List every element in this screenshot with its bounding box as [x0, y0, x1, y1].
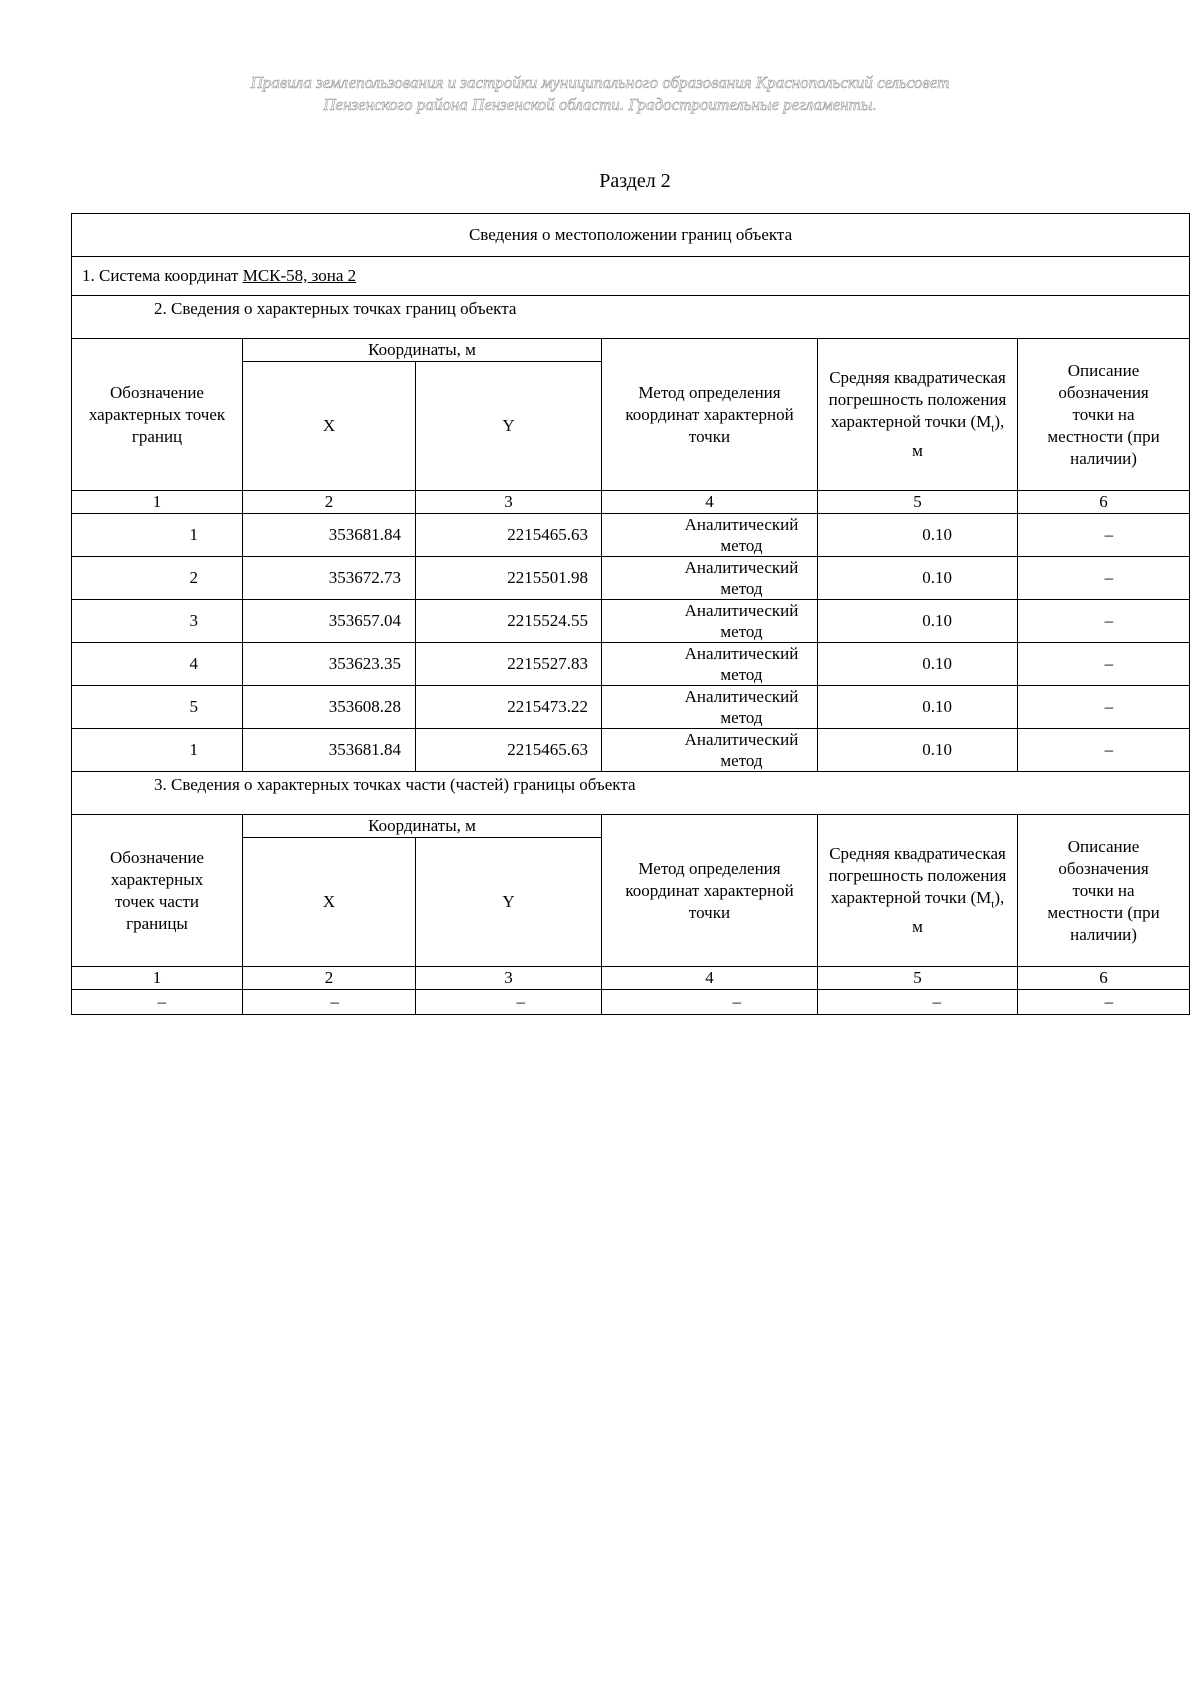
y-cell: 2215501.98: [416, 557, 602, 600]
table-title: Сведения о местоположении границ объекта: [72, 214, 1190, 257]
y-cell: 2215465.63: [416, 514, 602, 557]
accuracy-cell: 0.10: [818, 686, 1018, 729]
header-points-part: Обозначение характерных точек части границы: [72, 815, 243, 967]
y-cell: 2215465.63: [416, 729, 602, 772]
y-cell: 2215524.55: [416, 600, 602, 643]
header-accuracy: [818, 339, 1018, 491]
header-points: Обозначение характерных точек границ: [72, 339, 243, 491]
column-number: 6: [1018, 967, 1190, 990]
column-number: 4: [602, 967, 818, 990]
point-cell: 5: [72, 686, 243, 729]
column-number: 4: [602, 491, 818, 514]
header-note-line-2: Пензенского района Пензенской области. Градостроительные регламенты.: [323, 95, 877, 114]
column-number: 6: [1018, 491, 1190, 514]
header-coordinates-part: Координаты, м: [243, 815, 602, 838]
x-cell: 353672.73: [243, 557, 416, 600]
method-cell: Аналитический метод: [602, 729, 818, 772]
method-cell: Аналитический метод: [602, 643, 818, 686]
header-method: Метод определения координат характерной точки: [602, 339, 818, 491]
column-number: 5: [818, 491, 1018, 514]
accuracy-cell: 0.10: [818, 729, 1018, 772]
x-cell: 353681.84: [243, 729, 416, 772]
accuracy-cell: 0.10: [818, 514, 1018, 557]
column-number: 2: [243, 491, 416, 514]
section-3-title: 3. Сведения о характерных точках части (частей) границы объекта: [72, 772, 1190, 815]
header-y-part: Y: [416, 838, 602, 967]
table-row: [72, 729, 1190, 772]
section-2-title: 2. Сведения о характерных точках границ объекта: [72, 296, 1190, 339]
x-cell: 353608.28: [243, 686, 416, 729]
table-row: [72, 557, 1190, 600]
column-number: 1: [72, 967, 243, 990]
y-cell: 2215527.83: [416, 643, 602, 686]
point-cell: –: [72, 990, 243, 1015]
description-cell: –: [1018, 729, 1190, 772]
accuracy-cell: –: [818, 990, 1018, 1015]
description-cell: –: [1018, 557, 1190, 600]
boundary-table: [71, 213, 1190, 1015]
method-cell: Аналитический метод: [602, 686, 818, 729]
part-table-row: [72, 990, 1190, 1015]
point-cell: 1: [72, 514, 243, 557]
point-cell: 4: [72, 643, 243, 686]
coordinate-system-prefix: 1. Система координат: [82, 266, 243, 285]
header-note-line-1: Правила землепользования и застройки муниципального образования Краснопольский сельсовет: [250, 73, 950, 92]
point-cell: 2: [72, 557, 243, 600]
description-cell: –: [1018, 686, 1190, 729]
column-number: 3: [416, 967, 602, 990]
x-cell: 353623.35: [243, 643, 416, 686]
x-cell: 353657.04: [243, 600, 416, 643]
x-cell: 353681.84: [243, 514, 416, 557]
header-accuracy-tail: ), м: [912, 412, 1005, 460]
header-method-part: Метод определения координат характерной точки: [602, 815, 818, 967]
header-accuracy-text: Средняя квадратическая погрешность положения характерной точки (M: [828, 368, 1007, 432]
method-cell: Аналитический метод: [602, 514, 818, 557]
description-cell: –: [1018, 514, 1190, 557]
header-accuracy-sub: t: [991, 422, 995, 435]
header-x-part: X: [243, 838, 416, 967]
column-number: 3: [416, 491, 602, 514]
table-row: [72, 514, 1190, 557]
header-description: Описание обозначения точки на местности (при наличии): [1018, 339, 1190, 491]
table-row: [72, 600, 1190, 643]
table-row: [72, 686, 1190, 729]
coordinate-system-value: МСК-58, зона 2: [242, 266, 357, 285]
header-x: X: [243, 362, 416, 491]
header-coordinates: Координаты, м: [243, 339, 602, 362]
document-header-note: [150, 72, 1050, 116]
accuracy-cell: 0.10: [818, 643, 1018, 686]
column-number: 2: [243, 967, 416, 990]
header-description-part: Описание обозначения точки на местности (при наличии): [1018, 815, 1190, 967]
column-number: 1: [72, 491, 243, 514]
description-cell: –: [1018, 643, 1190, 686]
x-cell: –: [243, 990, 416, 1015]
accuracy-cell: 0.10: [818, 600, 1018, 643]
header-accuracy-part: [818, 815, 1018, 967]
description-cell: –: [1018, 600, 1190, 643]
header-accuracy-sub: t: [991, 898, 995, 911]
header-accuracy-tail: ), м: [912, 888, 1005, 936]
y-cell: –: [416, 990, 602, 1015]
header-y: Y: [416, 362, 602, 491]
point-cell: 1: [72, 729, 243, 772]
column-numbers-row-part: [72, 967, 1190, 990]
section-title: Раздел 2: [599, 170, 671, 192]
method-cell: –: [602, 990, 818, 1015]
header-accuracy-text: Средняя квадратическая погрешность положения характерной точки (M: [828, 844, 1007, 908]
accuracy-cell: 0.10: [818, 557, 1018, 600]
method-cell: Аналитический метод: [602, 600, 818, 643]
table-row: [72, 643, 1190, 686]
column-number: 5: [818, 967, 1018, 990]
point-cell: 3: [72, 600, 243, 643]
method-cell: Аналитический метод: [602, 557, 818, 600]
description-cell: –: [1018, 990, 1190, 1015]
y-cell: 2215473.22: [416, 686, 602, 729]
coordinate-system-row: [72, 257, 1190, 296]
column-numbers-row: [72, 491, 1190, 514]
